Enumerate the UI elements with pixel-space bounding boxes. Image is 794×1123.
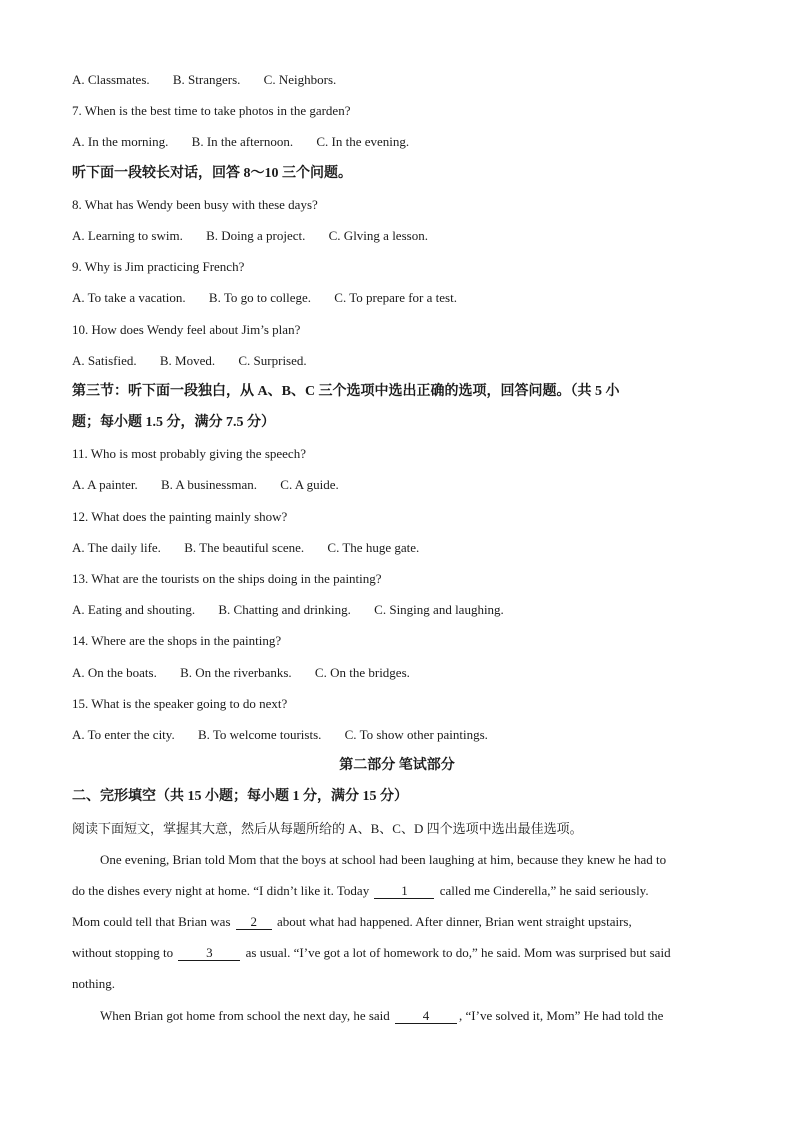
q15-option-c: C. To show other paintings. <box>344 726 488 742</box>
exam-page <box>72 64 722 1031</box>
section-8-10-heading: 听下面一段较长对话，回答 8～10 三个问题。 <box>72 165 352 181</box>
blank-3: 3 <box>178 946 240 961</box>
q7-options <box>72 126 722 157</box>
passage-text: do the dishes every night at home. “I didn’t like it. Today <box>72 882 373 898</box>
q15-question: 15. What is the speaker going to do next? <box>72 695 288 711</box>
q8-option-b: B. Doing a project. <box>206 227 306 243</box>
q13-question: 13. What are the tourists on the ships doing in the painting? <box>72 571 382 586</box>
q14-options <box>72 657 722 688</box>
passage-text: about what had happened. After dinner, Brian went straight upstairs, <box>273 914 632 930</box>
part2-title: 第二部分 笔试部分 <box>339 758 455 774</box>
q8-question: 8. What has Wendy been busy with these days? <box>72 196 318 212</box>
q6-option-a: A. Classmates. <box>72 72 150 87</box>
q13-options <box>72 594 722 625</box>
q7-option-b: B. In the afternoon. <box>191 134 294 150</box>
q9-option-c: C. To prepare for a test. <box>334 290 457 306</box>
q10-question: 10. How does Wendy feel about Jim’s plan? <box>72 321 301 337</box>
section3-heading-line2: 题；每小题 1.5 分，满分 7.5 分） <box>72 415 275 431</box>
passage-line: nothing. <box>72 976 115 992</box>
passage-text: , “I’ve solved it, Mom” He had told the <box>459 1007 664 1023</box>
blank-1: 1 <box>374 884 434 899</box>
q14-option-a: A. On the boats. <box>72 664 157 680</box>
passage-text: without stopping to <box>72 945 177 961</box>
q15-option-b: B. To welcome tourists. <box>197 726 322 742</box>
passage-text: as usual. “I’ve got a lot of homework to do,” he said. Mom was surprised but said <box>242 945 671 961</box>
q15-options <box>72 719 722 750</box>
q12-option-b: B. The beautiful scene. <box>184 539 305 555</box>
q11-option-b: B. A businessman. <box>160 477 258 493</box>
passage-line <box>72 1000 722 1031</box>
q15-option-a: A. To enter the city. <box>72 726 175 742</box>
q10-option-c: C. Surprised. <box>238 352 307 368</box>
q11-option-c: C. A guide. <box>280 477 339 493</box>
q8-option-a: A. Learning to swim. <box>72 227 183 243</box>
q6-option-c: C. Neighbors. <box>263 72 337 87</box>
q7-question: 7. When is the best time to take photos in the garden? <box>72 103 351 119</box>
q13-option-a: A. Eating and shouting. <box>72 602 196 618</box>
q10-option-b: B. Moved. <box>159 352 216 368</box>
passage-text: When Brian got home from school the next day, he said <box>100 1007 394 1023</box>
cloze-instruction: 阅读下面短文，掌握其大意，然后从每题所给的 A、B、C、D 四个选项中选出最佳选项。 <box>72 820 583 836</box>
q11-option-a: A. A painter. <box>72 477 138 493</box>
blank-2: 2 <box>236 915 272 930</box>
q9-options <box>72 282 722 313</box>
blank-4: 4 <box>395 1009 457 1024</box>
q14-question: 14. Where are the shops in the painting? <box>72 633 282 649</box>
passage-line <box>72 906 722 937</box>
q9-option-b: B. To go to college. <box>208 290 312 306</box>
q9-question: 9. Why is Jim practicing French? <box>72 259 245 275</box>
q12-option-a: A. The daily life. <box>72 539 161 555</box>
passage-text: called me Cinderella,” he said seriously. <box>436 882 649 898</box>
q6-options <box>72 64 722 95</box>
q12-option-c: C. The huge gate. <box>327 539 420 555</box>
passage-text: Mom could tell that Brian was <box>72 914 234 930</box>
passage-line <box>72 937 722 968</box>
q11-question: 11. Who is most probably giving the speech? <box>72 446 306 462</box>
q8-option-c: C. Glving a lesson. <box>328 227 428 243</box>
cloze-title: 二、完形填空（共 15 小题；每小题 1 分，满分 15 分） <box>72 789 408 805</box>
q14-option-b: B. On the riverbanks. <box>180 664 292 680</box>
passage-line: One evening, Brian told Mom that the boys at school had been laughing at him, because they knew he had to <box>100 851 667 867</box>
q10-option-a: A. Satisfied. <box>72 352 137 368</box>
q11-options <box>72 469 722 500</box>
q13-option-c: C. Singing and laughing. <box>374 602 504 618</box>
q13-option-b: B. Chatting and drinking. <box>218 602 351 618</box>
q8-options <box>72 220 722 251</box>
passage-line <box>72 875 722 906</box>
q7-option-c: C. In the evening. <box>316 134 410 150</box>
q12-question: 12. What does the painting mainly show? <box>72 508 288 524</box>
q12-options <box>72 532 722 563</box>
section3-heading-line1: 第三节：听下面一段独白，从 A、B、C 三个选项中选出正确的选项，回答问题。（共 5 小 <box>72 383 620 399</box>
q9-option-a: A. To take a vacation. <box>72 290 186 306</box>
q14-option-c: C. On the bridges. <box>314 664 410 680</box>
q7-option-a: A. In the morning. <box>72 134 169 150</box>
q10-options <box>72 345 722 376</box>
q6-option-b: B. Strangers. <box>172 72 241 87</box>
